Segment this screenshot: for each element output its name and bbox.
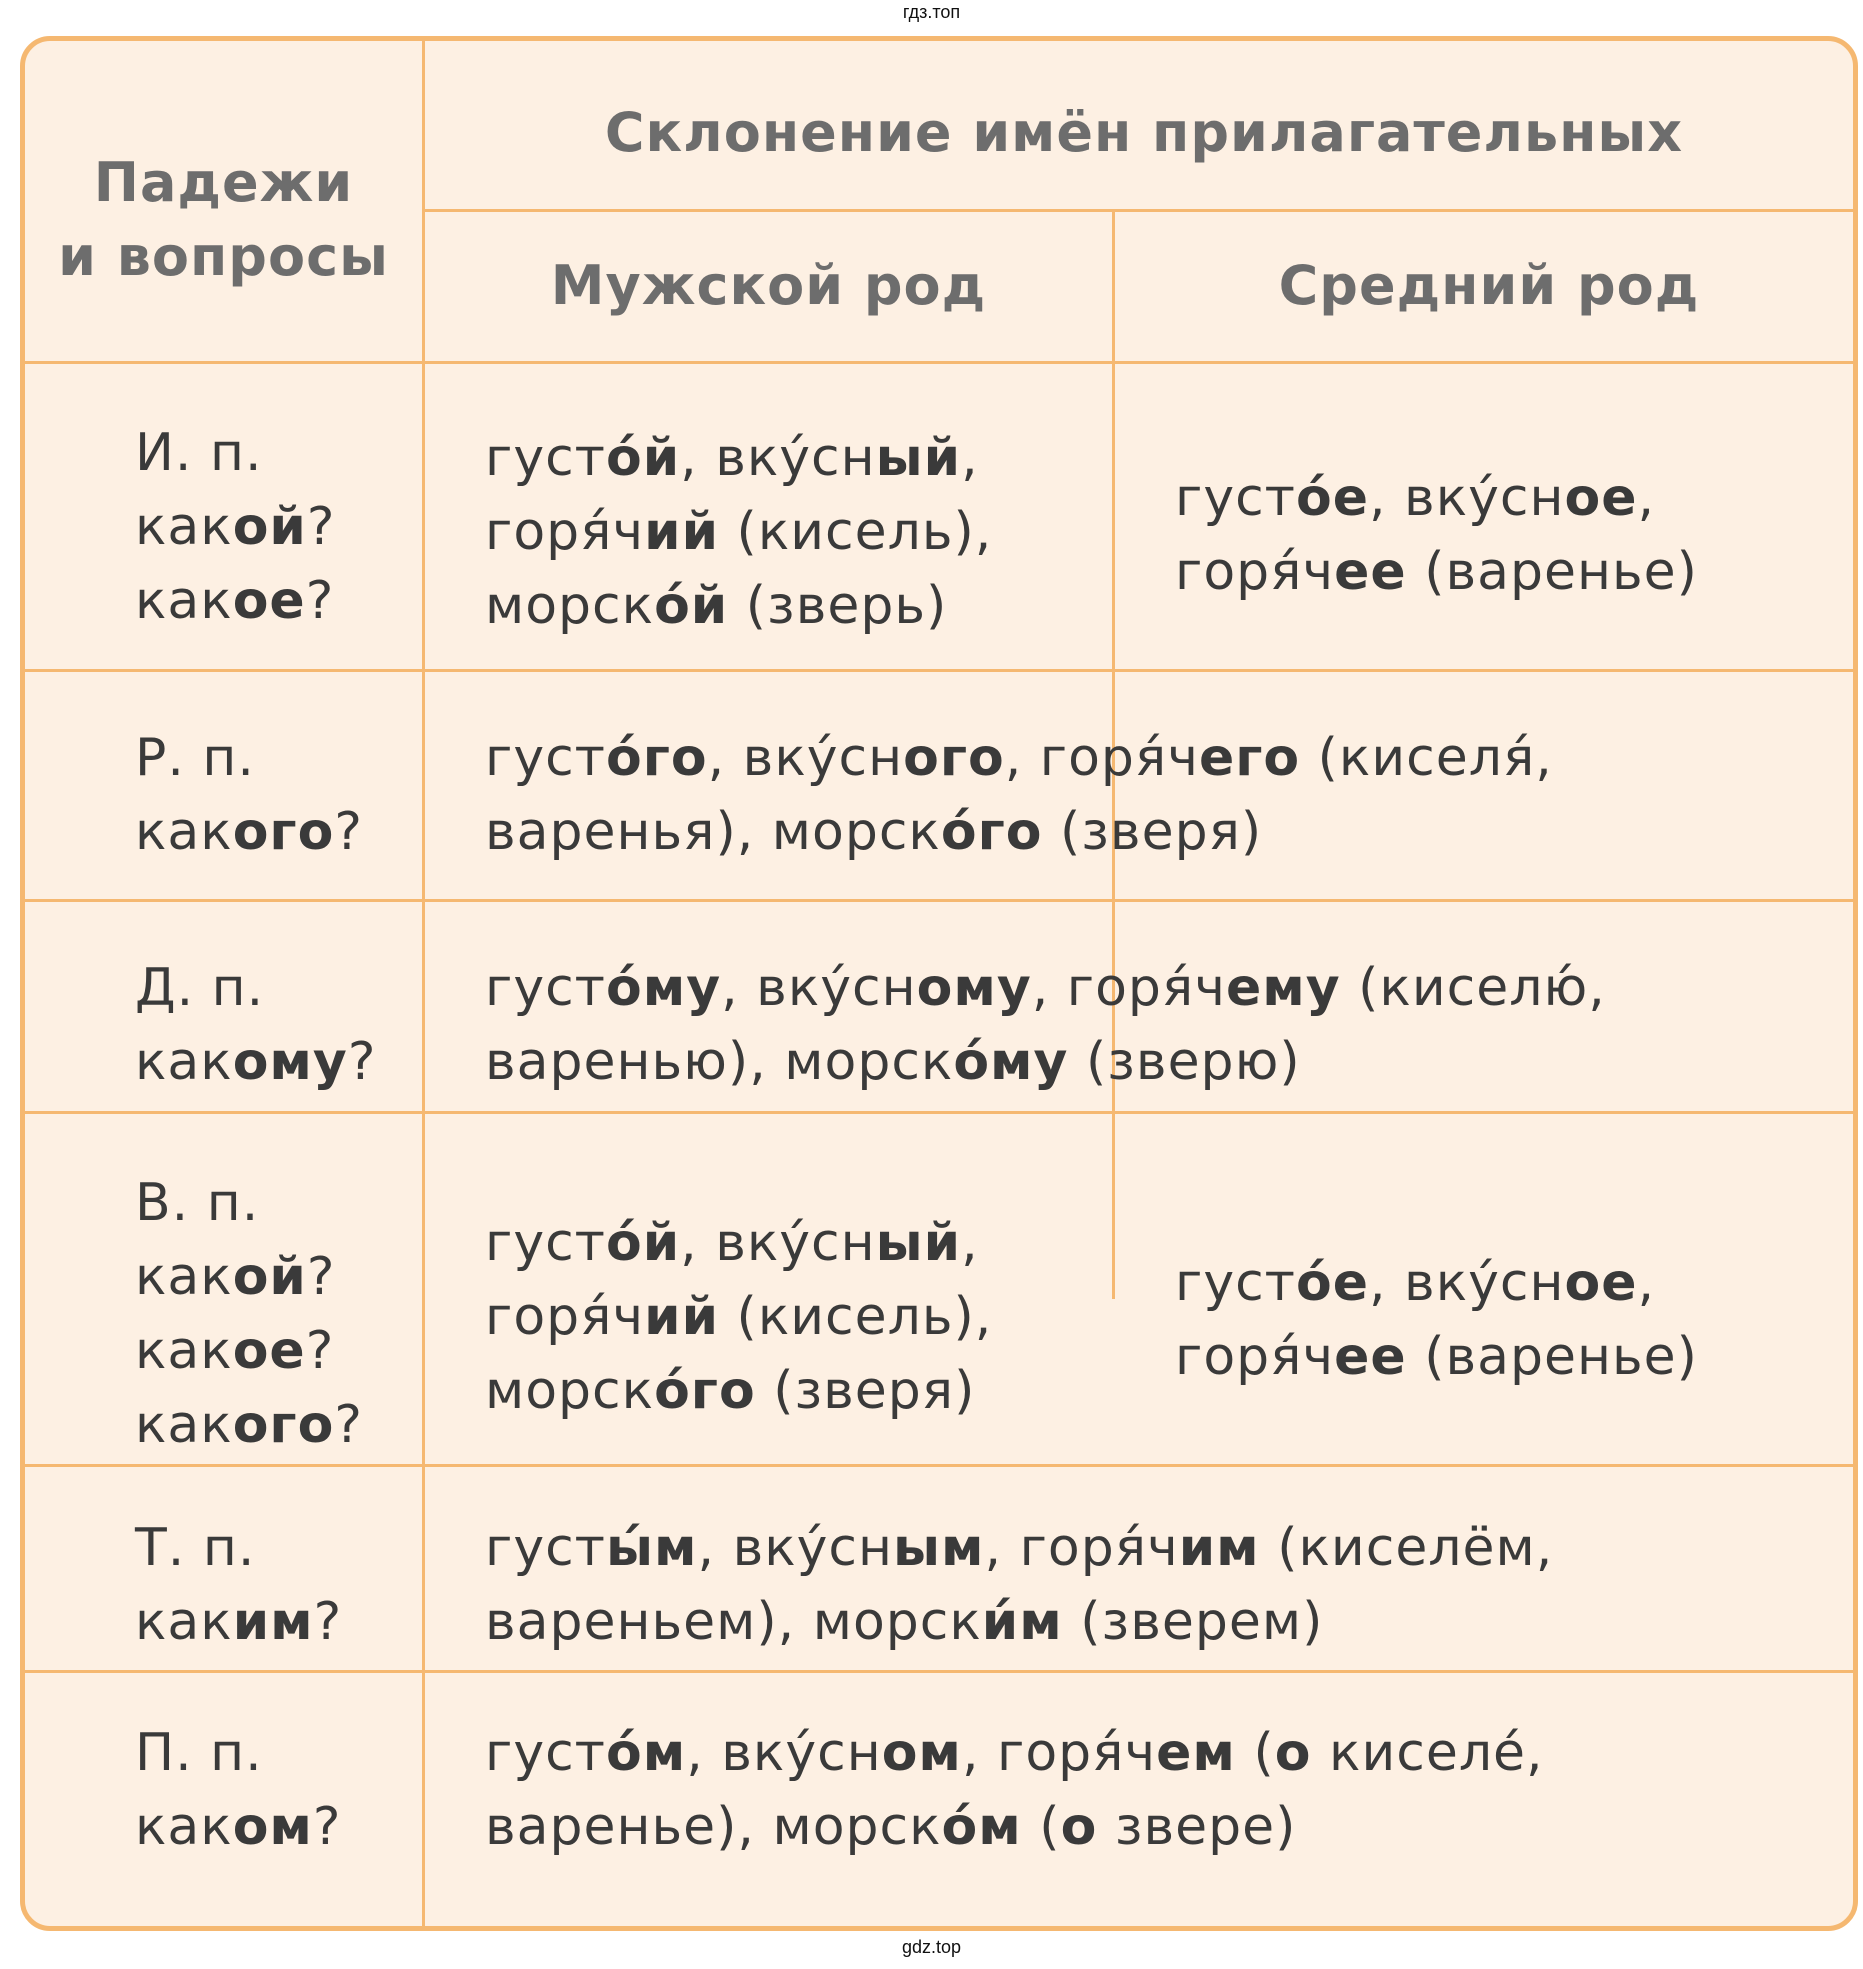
word-part: ? — [334, 1395, 363, 1455]
forms-line — [485, 1280, 1112, 1354]
case-cell — [135, 1511, 422, 1659]
declension-forms — [485, 1511, 1855, 1659]
forms-line — [1175, 1246, 1858, 1320]
ending: ого — [232, 802, 335, 862]
ending: ым — [893, 1518, 985, 1578]
word-part: , горя́ч — [984, 1518, 1179, 1578]
ending: ом — [881, 1723, 962, 1783]
ending: ого — [232, 1395, 335, 1455]
case-cell — [135, 1716, 422, 1864]
word-part: , — [1637, 468, 1655, 528]
word-part: , горя́ч — [1004, 728, 1199, 788]
word-part: ? — [305, 571, 335, 631]
ending: ее — [1334, 542, 1407, 602]
word-part: (зверь) — [728, 576, 948, 636]
ending: о́й — [605, 1213, 681, 1273]
word-part: (варенье) — [1406, 1327, 1698, 1387]
ending: ому — [232, 1032, 348, 1092]
forms-line — [485, 1716, 1855, 1790]
declension-forms — [485, 951, 1855, 1099]
word-part: (кисель), — [719, 502, 993, 562]
ending: о́й — [654, 576, 729, 636]
word-part: как — [135, 1321, 233, 1381]
word-part: густ — [1175, 468, 1296, 528]
case-question — [135, 1025, 422, 1099]
ending: о́му — [953, 1032, 1069, 1092]
word-part: ( — [1235, 1723, 1275, 1783]
ending: ое — [232, 1321, 306, 1381]
case-question — [135, 1240, 422, 1314]
word-part: ? — [305, 1321, 335, 1381]
ending: о — [1060, 1797, 1098, 1857]
word-part: горя́ч — [1175, 542, 1335, 602]
cases-questions-header — [25, 146, 422, 294]
forms-line — [1175, 535, 1858, 609]
word-part: горя́ч — [1175, 1327, 1335, 1387]
grid-line — [422, 41, 425, 1931]
word-part: горя́ч — [485, 1287, 645, 1347]
ending: о́го — [605, 728, 708, 788]
case-question — [135, 1388, 422, 1462]
grid-line — [25, 361, 1858, 364]
case-cell — [135, 416, 422, 638]
ending: о́го — [940, 802, 1043, 862]
header-line: и вопросы — [58, 225, 389, 288]
word-part: , вку́сн — [697, 1518, 893, 1578]
ending: им — [1178, 1518, 1260, 1578]
forms-line — [485, 795, 1855, 869]
grid-line — [25, 1670, 1858, 1673]
word-part: , вку́сн — [721, 958, 917, 1018]
word-part: (варенье) — [1406, 542, 1698, 602]
ending: ем — [1156, 1723, 1236, 1783]
case-question — [135, 1790, 422, 1864]
forms-line — [485, 951, 1855, 1025]
forms-line — [485, 1585, 1855, 1659]
ending: ему — [1225, 958, 1341, 1018]
declension-forms — [485, 1716, 1855, 1864]
word-part: ? — [313, 1592, 343, 1652]
ending: о́е — [1295, 1253, 1369, 1313]
masculine-forms — [485, 421, 1112, 643]
word-part: , вку́сн — [707, 728, 904, 788]
case-question — [135, 564, 422, 638]
ending: о́е — [1295, 468, 1369, 528]
word-part: , вку́сн — [680, 428, 876, 488]
forms-line — [485, 495, 1112, 569]
word-part: , — [961, 1213, 979, 1273]
ending: ы́м — [605, 1518, 698, 1578]
case-question — [135, 490, 422, 564]
word-part: густ — [485, 428, 606, 488]
neuter-header: Средний род — [1278, 254, 1700, 317]
ending: ое — [232, 571, 306, 631]
case-cell — [135, 1166, 422, 1462]
word-part: киселе́, — [1311, 1723, 1544, 1783]
case-name: Т. п. — [135, 1518, 256, 1578]
word-part: звере) — [1097, 1797, 1297, 1857]
word-part: густ — [485, 1723, 606, 1783]
word-part: ? — [334, 802, 363, 862]
declension-table — [20, 36, 1858, 1931]
ending: ее — [1334, 1327, 1407, 1387]
word-part: горя́ч — [485, 502, 645, 562]
word-part: как — [135, 1247, 233, 1307]
word-part: как — [135, 1395, 233, 1455]
ending: о́й — [605, 428, 681, 488]
word-part: густ — [1175, 1253, 1296, 1313]
word-part: ? — [312, 1797, 342, 1857]
declension-forms — [485, 721, 1855, 869]
ending: и́м — [981, 1592, 1063, 1652]
ending: ой — [232, 497, 307, 557]
neuter-forms — [1175, 1246, 1858, 1394]
case-question — [135, 795, 422, 869]
forms-line — [485, 1354, 1112, 1428]
ending: о́му — [605, 958, 722, 1018]
word-part: (зверя) — [1042, 802, 1263, 862]
forms-line — [485, 721, 1855, 795]
ending: ой — [232, 1247, 307, 1307]
grid-line — [25, 1464, 1858, 1467]
word-part: как — [135, 1797, 233, 1857]
case-question — [135, 1585, 422, 1659]
ending: ом — [232, 1797, 313, 1857]
word-part: густ — [485, 1518, 606, 1578]
forms-line — [485, 569, 1112, 643]
case-name: В. п. — [135, 1173, 260, 1233]
case-cell — [135, 951, 422, 1099]
ending: ый — [875, 428, 962, 488]
word-part: варенье), морск — [485, 1797, 942, 1857]
ending: ого — [903, 728, 1005, 788]
case-question — [135, 1314, 422, 1388]
grid-line — [25, 1111, 1858, 1114]
masculine-forms — [485, 1206, 1112, 1428]
case-name: И. п. — [135, 423, 263, 483]
word-part: ? — [347, 1032, 377, 1092]
ending: о — [1274, 1723, 1312, 1783]
ending: о́м — [605, 1723, 687, 1783]
ending: ий — [644, 1287, 720, 1347]
ending: его — [1198, 728, 1301, 788]
word-part: , вку́сн — [1368, 468, 1565, 528]
word-part: ( — [1021, 1797, 1061, 1857]
word-part: (зверем) — [1062, 1592, 1324, 1652]
ending: ий — [644, 502, 720, 562]
grid-line — [25, 899, 1858, 902]
ending: о́го — [654, 1361, 756, 1421]
forms-line — [485, 1206, 1112, 1280]
forms-line — [485, 1511, 1855, 1585]
word-part: (зверю) — [1068, 1032, 1301, 1092]
ending: ое — [1564, 1253, 1638, 1313]
grid-line — [25, 669, 1858, 672]
case-name: П. п. — [135, 1723, 263, 1783]
forms-line — [485, 1025, 1855, 1099]
word-part: варенья), морск — [485, 802, 941, 862]
word-part: как — [135, 571, 233, 631]
word-part: густ — [485, 728, 606, 788]
grid-line — [422, 209, 1858, 212]
word-part: ? — [306, 1247, 336, 1307]
word-part: ? — [306, 497, 336, 557]
word-part: морск — [485, 1361, 655, 1421]
word-part: (киселя́, — [1300, 728, 1553, 788]
word-part: густ — [485, 1213, 606, 1273]
table-title: Склонение имён прилагательных — [604, 101, 1684, 164]
word-part: (киселём, — [1259, 1518, 1554, 1578]
word-part: морск — [485, 576, 655, 636]
forms-line — [1175, 1320, 1858, 1394]
word-part: (кисель), — [719, 1287, 993, 1347]
word-part: , вку́сн — [680, 1213, 876, 1273]
case-name: Р. п. — [135, 728, 255, 788]
word-part: , горя́ч — [961, 1723, 1157, 1783]
word-part: , — [1637, 1253, 1655, 1313]
word-part: варенью), морск — [485, 1032, 954, 1092]
word-part: , вку́сн — [686, 1723, 882, 1783]
header-line: Падежи — [93, 151, 354, 214]
word-part: как — [135, 1032, 233, 1092]
neuter-forms — [1175, 461, 1858, 609]
word-part: , вку́сн — [1368, 1253, 1565, 1313]
word-part: , — [961, 428, 979, 488]
word-part: как — [135, 802, 233, 862]
masculine-header: Мужской род — [550, 254, 987, 317]
ending: ый — [875, 1213, 962, 1273]
word-part: , горя́ч — [1031, 958, 1226, 1018]
word-part: как — [135, 1592, 233, 1652]
word-part: как — [135, 497, 233, 557]
word-part: густ — [485, 958, 606, 1018]
watermark-bottom: gdz.top — [901, 1937, 962, 1957]
word-part: вареньем), морск — [485, 1592, 982, 1652]
ending: ое — [1564, 468, 1638, 528]
forms-line — [485, 1790, 1855, 1864]
word-part: (зверя) — [755, 1361, 976, 1421]
watermark-top: гдз.топ — [902, 2, 961, 22]
word-part: (киселю́, — [1340, 958, 1606, 1018]
forms-line — [485, 421, 1112, 495]
forms-line — [1175, 461, 1858, 535]
ending: ому — [916, 958, 1032, 1018]
ending: им — [232, 1592, 314, 1652]
case-cell — [135, 721, 422, 869]
ending: о́м — [941, 1797, 1022, 1857]
case-name: Д. п. — [135, 958, 265, 1018]
